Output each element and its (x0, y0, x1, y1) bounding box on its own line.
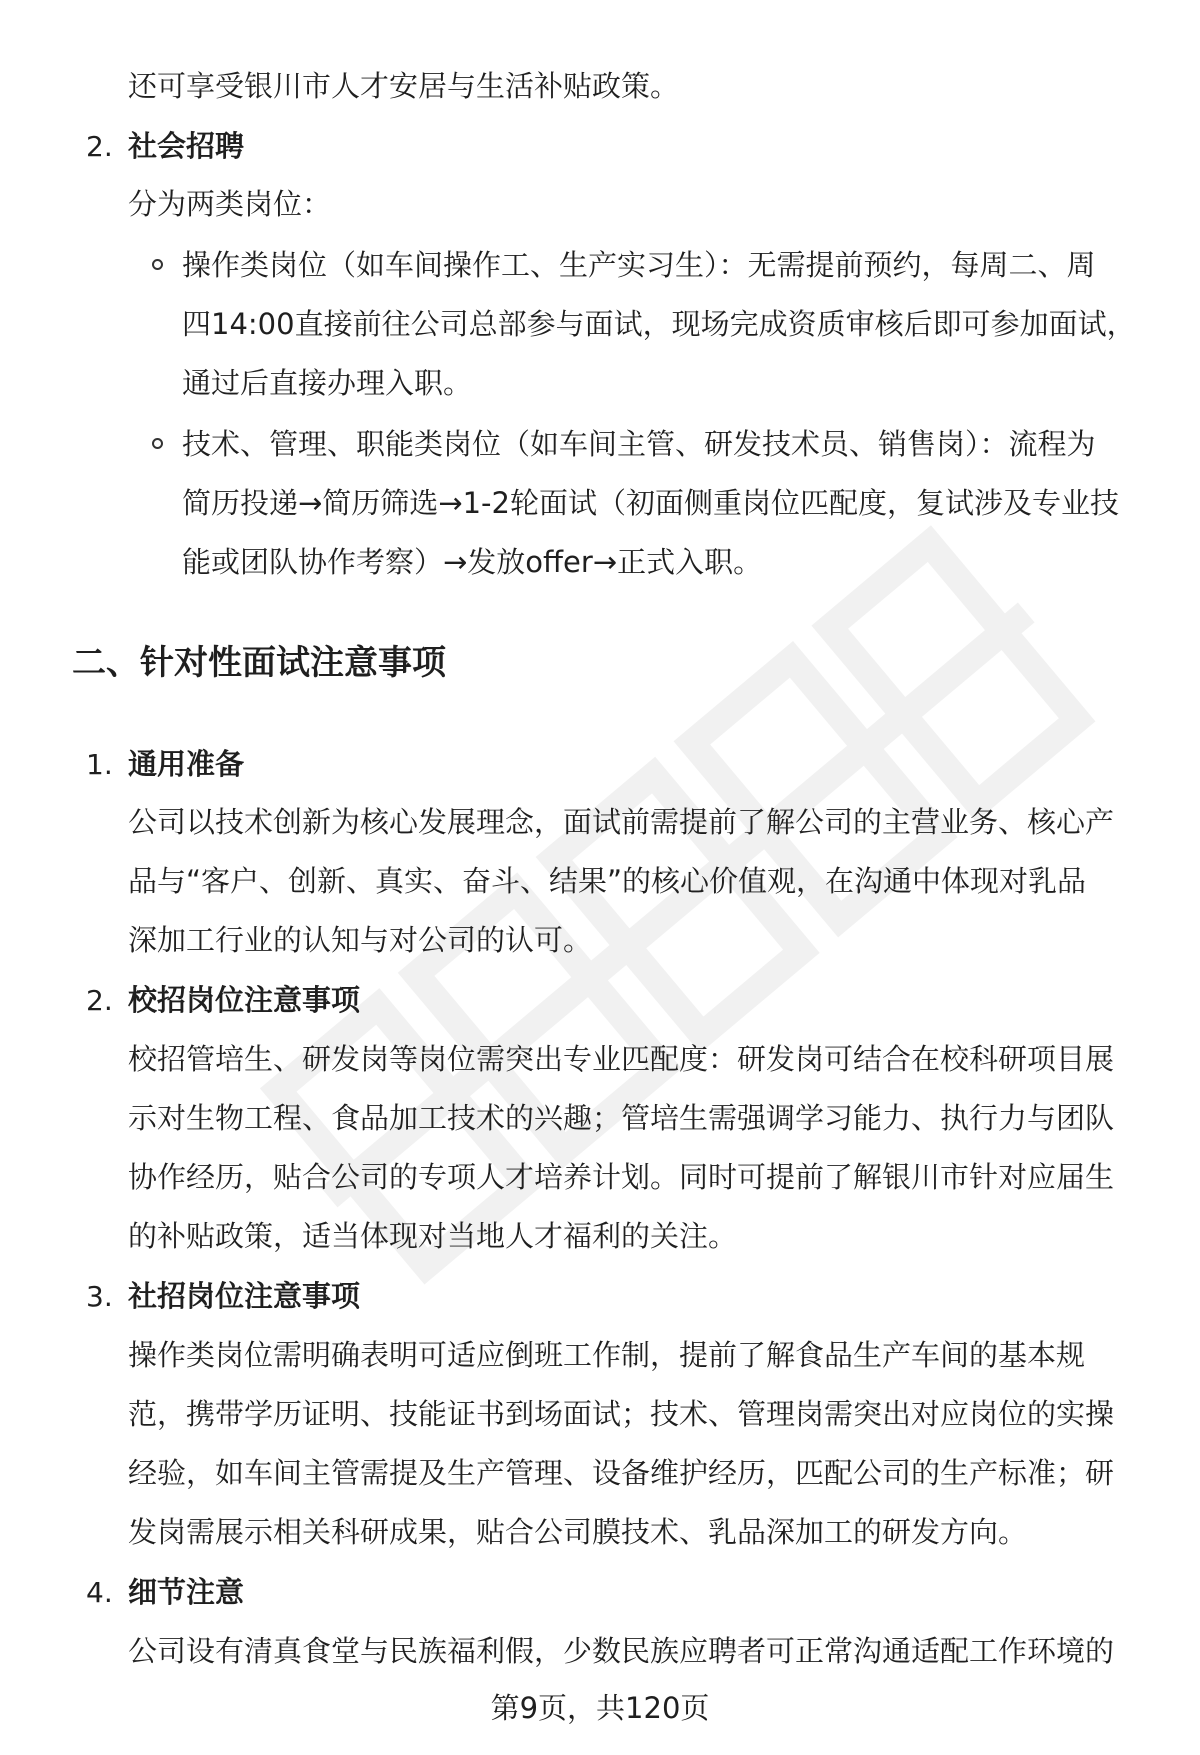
paragraph-line: 品与“客户、创新、真实、奋斗、结果”的核心价值观，在沟通中体现对乳品 (128, 864, 1087, 898)
paragraph-line: 示对生物工程、食品加工技术的兴趣；管培生需强调学习能力、执行力与团队 (128, 1101, 1115, 1135)
paragraph-line: 协作经历，贴合公司的专项人才培养计划。同时可提前了解银川市针对应届生 (128, 1160, 1115, 1194)
paragraph-line: 发岗需展示相关科研成果，贴合公司膜技术、乳品深加工的研发方向。 (128, 1515, 1028, 1549)
bullet-line: 简历投递→简历筛选→1-2轮面试（初面侧重岗位匹配度，复试涉及专业技 (182, 486, 1119, 520)
list-number: 1. (86, 748, 113, 781)
bullet-line: 能或团队协作考察）→发放offer→正式入职。 (182, 545, 763, 579)
paragraph-line: 操作类岗位需明确表明可适应倒班工作制，提前了解食品生产车间的基本规 (128, 1338, 1086, 1372)
list-item-title: 通用准备 (128, 747, 245, 781)
bullet-line: 操作类岗位（如车间操作工、生产实习生）：无需提前预约，每周二、周 (182, 248, 1096, 282)
bullet-line: 技术、管理、职能类岗位（如车间主管、研发技术员、销售岗）：流程为 (182, 427, 1096, 461)
list-item-title: 细节注意 (128, 1575, 245, 1609)
paragraph-line: 校招管培生、研发岗等岗位需突出专业匹配度：研发岗可结合在校科研项目展 (128, 1042, 1115, 1076)
list-number: 3. (86, 1280, 113, 1313)
bullet-line: 通过后直接办理入职。 (182, 366, 473, 400)
paragraph-line: 深加工行业的认知与对公司的认可。 (128, 923, 593, 957)
bullet-line: 四14:00直接前往公司总部参与面试，现场完成资质审核后即可参加面试， (182, 307, 1136, 341)
list-item-title: 社会招聘 (128, 129, 245, 163)
list-item-title: 社招岗位注意事项 (128, 1279, 361, 1313)
list-number: 4. (86, 1576, 113, 1609)
paragraph-line: 分为两类岗位： (128, 187, 332, 221)
paragraph-line: 范，携带学历证明、技能证书到场面试；技术、管理岗需突出对应岗位的实操 (128, 1397, 1115, 1431)
list-number: 2. (86, 984, 113, 1017)
paragraph-line: 公司设有清真食堂与民族福利假，少数民族应聘者可正常沟通适配工作环境的 (128, 1634, 1115, 1668)
bullet-circle (152, 438, 163, 449)
paragraph-line: 公司以技术创新为核心发展理念，面试前需提前了解公司的主营业务、核心产 (128, 805, 1115, 839)
page-number: 第9页，共120页 (490, 1691, 710, 1725)
list-item-title: 校招岗位注意事项 (128, 983, 361, 1017)
section-heading: 二、针对性面试注意事项 (72, 643, 446, 683)
list-number: 2. (86, 130, 113, 163)
paragraph-line: 经验，如车间主管需提及生产管理、设备维护经历，匹配公司的生产标准；研 (128, 1456, 1115, 1490)
bullet-circle (152, 259, 163, 270)
paragraph-line: 的补贴政策，适当体现对当地人才福利的关注。 (128, 1219, 738, 1253)
paragraph-line: 还可享受银川市人才安居与生活补贴政策。 (128, 69, 680, 103)
